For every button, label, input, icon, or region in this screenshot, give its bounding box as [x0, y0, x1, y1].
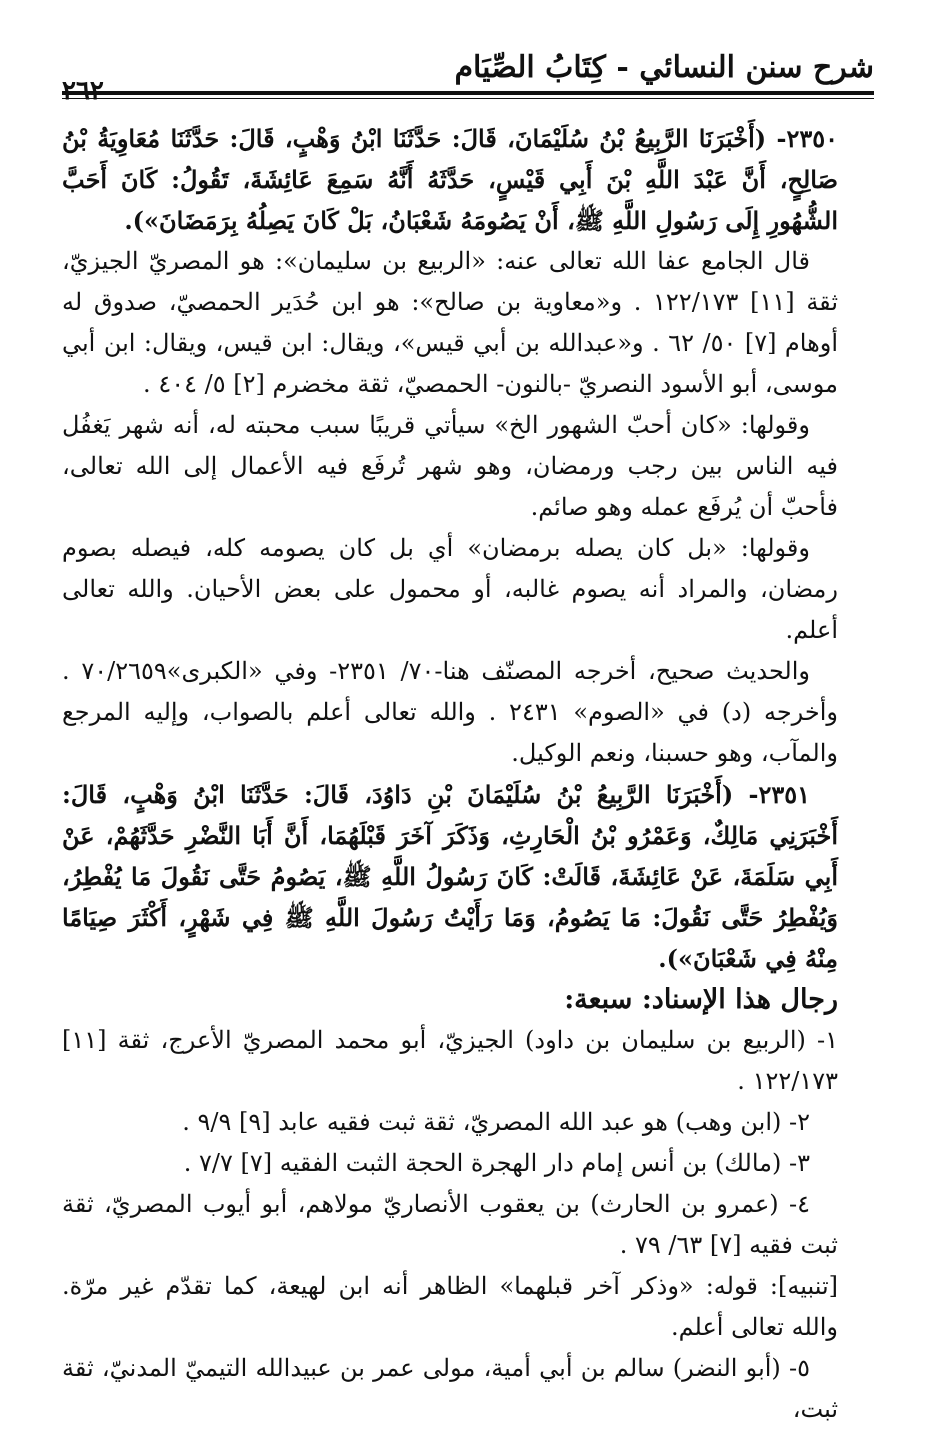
note-tanbih: [تنبيه]: قوله: «وذكر آخر قبلهما» الظاهر أنه ابن لهيعة، كما تقدّم غير مرّة. والله تعالى أعلم.: [62, 1272, 838, 1341]
commentary-narrators: قال الجامع عفا الله تعالى عنه: «الربيع بن سليمان»: هو المصريّ الجيزيّ، ثقة [١١] ١٢٢/١٧٣ . و«معاوية بن صالح»: هو ابن حُدَير الحمصيّ، صدوق له أوهام [٧] ٥٠/ ٦٢ . و«عبدالله بن أبي قيس»، ويقال: ابن قيس، ويقال: ابن أبي موسى، أبو الأسود النصريّ -بالنون- الحمصيّ، ثقة مخضرم [٢] ٥/ ٤٠٤ .: [62, 247, 839, 398]
narrator-item: ٣- (مالك) بن أنس إمام دار الهجرة الحجة الثبت الفقيه [٧] ٧/٧ .: [183, 1149, 810, 1177]
section-heading-narrators: رجال هذا الإسناد: سبعة:: [564, 984, 838, 1015]
hadith-2350: ٢٣٥٠- (أَخْبَرَنَا الرَّبِيعُ بْنُ سُلَيْمَانَ، قَالَ: حَدَّثَنَا ابْنُ وَهْبٍ، قَالَ: حَدَّثَنَا مُعَاوِيَةُ بْنُ صَالِحٍ، أَنَّ عَبْدَ اللَّهِ بْنَ أَبِي قَيْسٍ، حَدَّثَهُ أَنَّهُ سَمِعَ عَائِشَةَ، تَقُولُ: كَانَ أَحَبَّ الشُّهُورِ إِلَى رَسُولِ اللَّهِ ﷺ، أَنْ يَصُومَهُ شَعْبَانُ، بَلْ كَانَ يَصِلُهُ بِرَمَضَانَ»).: [62, 124, 838, 235]
commentary-most-beloved-month: وقولها: «كان أحبّ الشهور الخ» سيأتي قريبًا سبب محبته له، أنه شهر يَغفُل فيه الناس بين رجب ورمضان، وهو شهر تُرفَع فيه الأعمال إلى الله تعالى، فأحبّ أن يُرفَع عمله وهو صائم.: [62, 411, 838, 521]
running-title: شرح سنن النسائي - كِتَابُ الصِّيَام: [454, 50, 874, 85]
narrator-item: ١- (الربيع بن سليمان بن داود) الجيزيّ، أبو محمد المصريّ الأعرج، ثقة [١١] ١٢٢/١٧٣ .: [62, 1026, 838, 1095]
page-body: [62, 118, 838, 1430]
narrator-item: ٤- (عمرو بن الحارث) بن يعقوب الأنصاريّ مولاهم، أبو أيوب المصريّ، ثقة ثبت فقيه [٧] ٦٣/ ٧٩ .: [62, 1190, 838, 1259]
hadith-2351: ٢٣٥١- (أَخْبَرَنَا الرَّبِيعُ بْنُ سُلَيْمَانَ بْنِ دَاوُدَ، قَالَ: حَدَّثَنَا ابْنُ وَهْبٍ، قَالَ: أَخْبَرَنِي مَالِكٌ، وَعَمْرُو بْنُ الْحَارِثِ، وَذَكَرَ آخَرَ قَبْلَهُمَا، أَنَّ أَبَا النَّضْرِ حَدَّثَهُمْ، عَنْ أَبِي سَلَمَةَ، عَنْ عَائِشَةَ، قَالَتْ: كَانَ رَسُولُ اللَّهِ ﷺ، يَصُومُ حَتَّى نَقُولَ مَا يُفْطِرُ، وَيُفْطِرُ حَتَّى نَقُولَ: مَا يَصُومُ، وَمَا رَأَيْتُ رَسُولَ اللَّهِ ﷺ فِي شَهْرٍ، أَكْثَرَ صِيَامًا مِنْهُ فِي شَعْبَانَ»).: [62, 780, 839, 973]
narrator-item: ٥- (أبو النضر) سالم بن أبي أمية، مولى عمر بن عبيدالله التيميّ المدنيّ، ثقة ثبت،: [62, 1354, 838, 1423]
narrator-item: ٢- (ابن وهب) هو عبد الله المصريّ، ثقة ثبت فقيه عابد [٩] ٩/٩ .: [182, 1108, 810, 1136]
header-rule-thick: [62, 91, 874, 95]
page-number: ٢٦٢: [62, 76, 104, 106]
commentary-takhrij: والحديث صحيح، أخرجه المصنّف هنا-٧٠/ ٢٣٥١- وفي «الكبرى»٧٠/٢٦٥٩ . وأخرجه (د) في «الصوم» ٢٤٣١ . والله تعالى أعلم بالصواب، وإليه المرجع والمآب، وهو حسبنا، ونعم الوكيل.: [62, 657, 838, 767]
header-rule-thin: [62, 98, 874, 99]
page-header: [62, 48, 874, 108]
commentary-connect-ramadan: وقولها: «بل كان يصله برمضان» أي بل كان يصومه كله، فيصله بصوم رمضان، والمراد أنه يصوم غالبه، أو محمول على بعض الأحيان. والله تعالى أعلم.: [62, 534, 838, 644]
